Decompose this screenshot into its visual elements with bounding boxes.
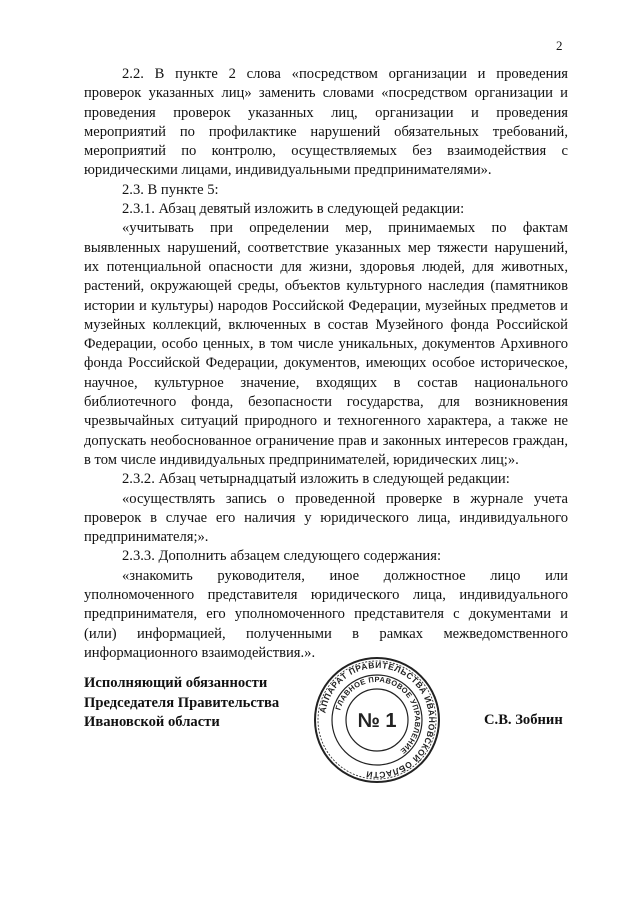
paragraph-2-3-2: 2.3.2. Абзац четырнадцатый изложить в следующей редакции:	[122, 471, 510, 488]
paragraph-2-3-3: 2.3.3. Дополнить абзацем следующего содержания:	[122, 548, 442, 565]
page-number: 2	[556, 38, 563, 53]
paragraph-2-2: 2.2. В пункте 2 слова «посредством организации и проведения проверок указанных лиц» заменить словами «посредством организации и проведения проверок указанных лиц, организации и проведения мероприятий по профилактике нарушений обязательных требований, мероприятий по контролю, осуществляемых без взаимодействия с юридическими лицами, индивидуальными предпринимателями».	[84, 66, 568, 179]
signatory-title	[84, 674, 279, 733]
document-body	[84, 65, 568, 663]
seal-center-text: № 1	[357, 710, 397, 732]
paragraph-2-3-2-text: «осуществлять запись о проведенной проверке в журнале учета проверок в случае его наличия у юридического лица, индивидуального предпринимателя;».	[84, 490, 568, 546]
signatory-title-line: Ивановской области	[84, 714, 220, 730]
signatory-title-line: Председателя Правительства	[84, 694, 280, 711]
signatory-title-line: Исполняющий обязанности	[84, 675, 268, 691]
official-seal	[312, 655, 442, 785]
seal-inner-text: ГЛАВНОЕ ПРАВОВОЕ УПРАВЛЕНИЕ	[333, 674, 423, 756]
paragraph-2-3-1: 2.3.1. Абзац девятый изложить в следующей редакции:	[122, 201, 465, 218]
seal-outer-text: АППАРАТ ПРАВИТЕЛЬСТВА ИВАНОВСКОЙ ОБЛАСТИ	[317, 659, 438, 781]
paragraph-2-3-1-text: «учитывать при определении мер, принимаемых по фактам выявленных нарушений, соответствие указанных мер тяжести нарушений, их потенциальной опасности для жизни, здоровья людей, для животных, растений, окружающей среды, объектов культурного наследия (памятников истории и культуры) народов Российской Федерации, музейных предметов и музейных коллекций, включенных в состав Музейного фонда Российской Федерации, особо ценных, в том числе уникальных, документов Архивного фонда Российской Федерации, документов, имеющих особое историческое, научное, культурное значение, входящих в состав национального библиотечного фонда, безопасности государства, для возникновения чрезвычайных ситуаций природного и техногенного характера, а также не допускать необоснованное ограничение прав и законных интересов граждан, в том числе индивидуальных предпринимателей, юридических лиц;».	[84, 220, 568, 468]
signatory-name: С.В. Зобнин	[484, 712, 563, 728]
paragraph-2-3: 2.3. В пункте 5:	[122, 181, 219, 198]
paragraph-2-3-3-text: «знакомить руководителя, иное должностное лицо или уполномоченного представителя юридического лица, индивидуального предпринимателя, его уполномоченного представителя с документами и (или) информацией, полученными в рамках межведомственного информационного взаимодействия.».	[84, 567, 568, 661]
